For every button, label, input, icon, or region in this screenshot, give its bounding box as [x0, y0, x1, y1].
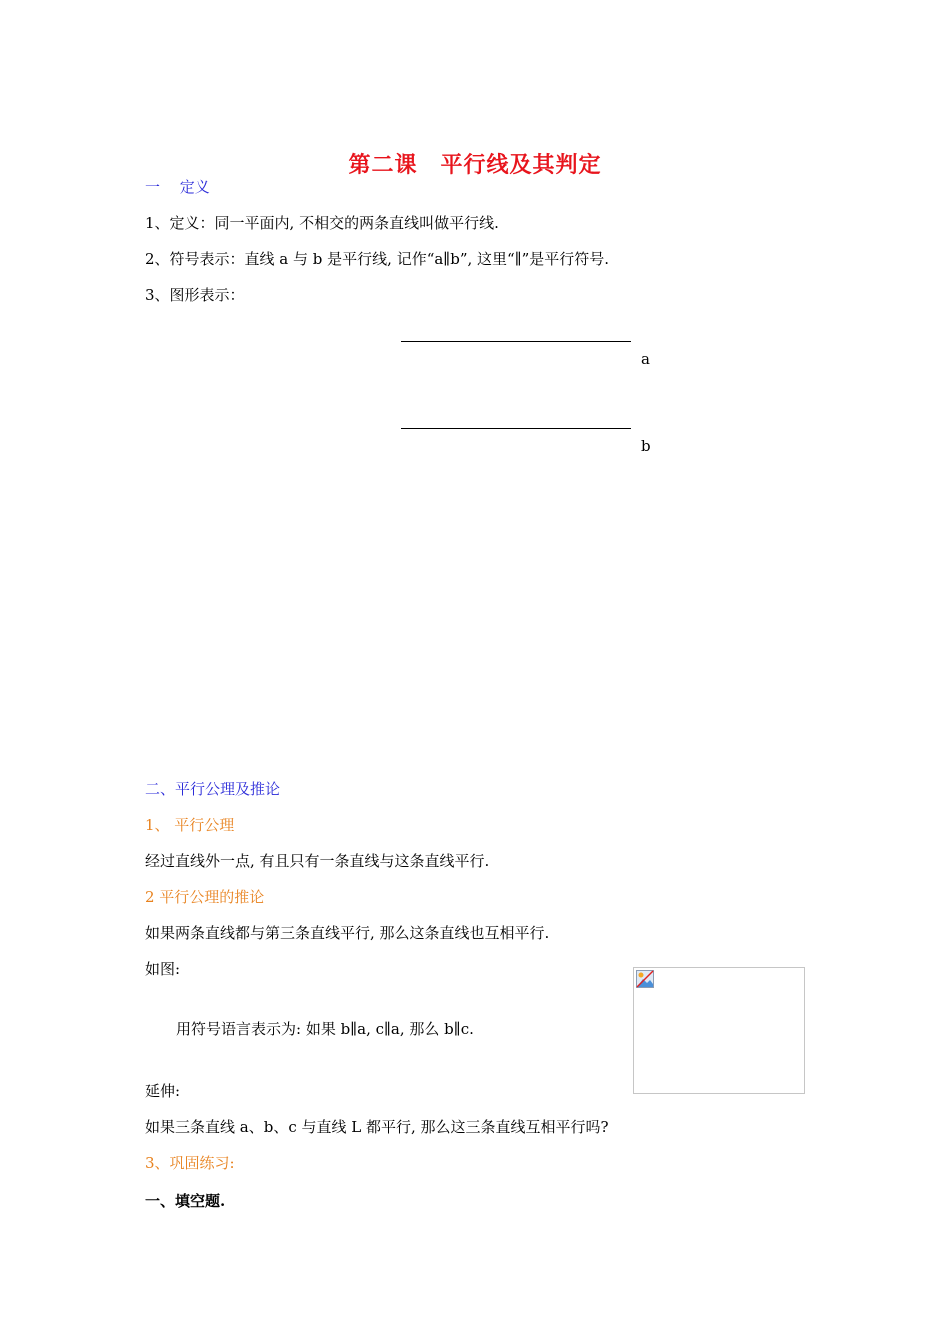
- symbolic-statement: 用符号语言表示为: 如果 b∥a, c∥a, 那么 b∥c.: [176, 1020, 474, 1038]
- figure-image-placeholder: [633, 967, 805, 1094]
- section-heading-parallel-axiom: 二、平行公理及推论: [145, 780, 281, 798]
- definition-item-3: 3、图形表示：: [145, 286, 245, 304]
- page-title: 第二课 平行线及其判定: [348, 152, 602, 178]
- corollary-text: 如果两条直线都与第三条直线平行, 那么这条直线也互相平行.: [145, 924, 550, 942]
- subheading-parallel-axiom: 1、 平行公理: [145, 816, 235, 834]
- parallel-axiom-text: 经过直线外一点, 有且只有一条直线与这条直线平行.: [145, 852, 490, 870]
- definition-item-2: 2、符号表示：直线 a 与 b 是平行线, 记作“a∥b”, 这里“∥”是平行符号.: [145, 250, 610, 268]
- section-heading-definition: 一 定义: [145, 178, 210, 196]
- extension-label: 延伸:: [145, 1082, 181, 1100]
- line-a-label: a: [641, 350, 650, 368]
- line-b: [401, 428, 631, 429]
- extension-question: 如果三条直线 a、b、c 与直线 L 都平行, 那么这三条直线互相平行吗?: [145, 1118, 609, 1136]
- fill-in-blank-heading: 一、填空题.: [145, 1192, 226, 1210]
- definition-item-1: 1、定义：同一平面内, 不相交的两条直线叫做平行线.: [145, 214, 499, 232]
- figure-caption: 如图:: [145, 960, 181, 978]
- subheading-corollary: 2 平行公理的推论: [145, 888, 265, 906]
- broken-image-icon: [636, 970, 654, 988]
- line-b-label: b: [641, 437, 651, 455]
- line-a: [401, 341, 631, 342]
- subheading-practice: 3、巩固练习:: [145, 1154, 235, 1172]
